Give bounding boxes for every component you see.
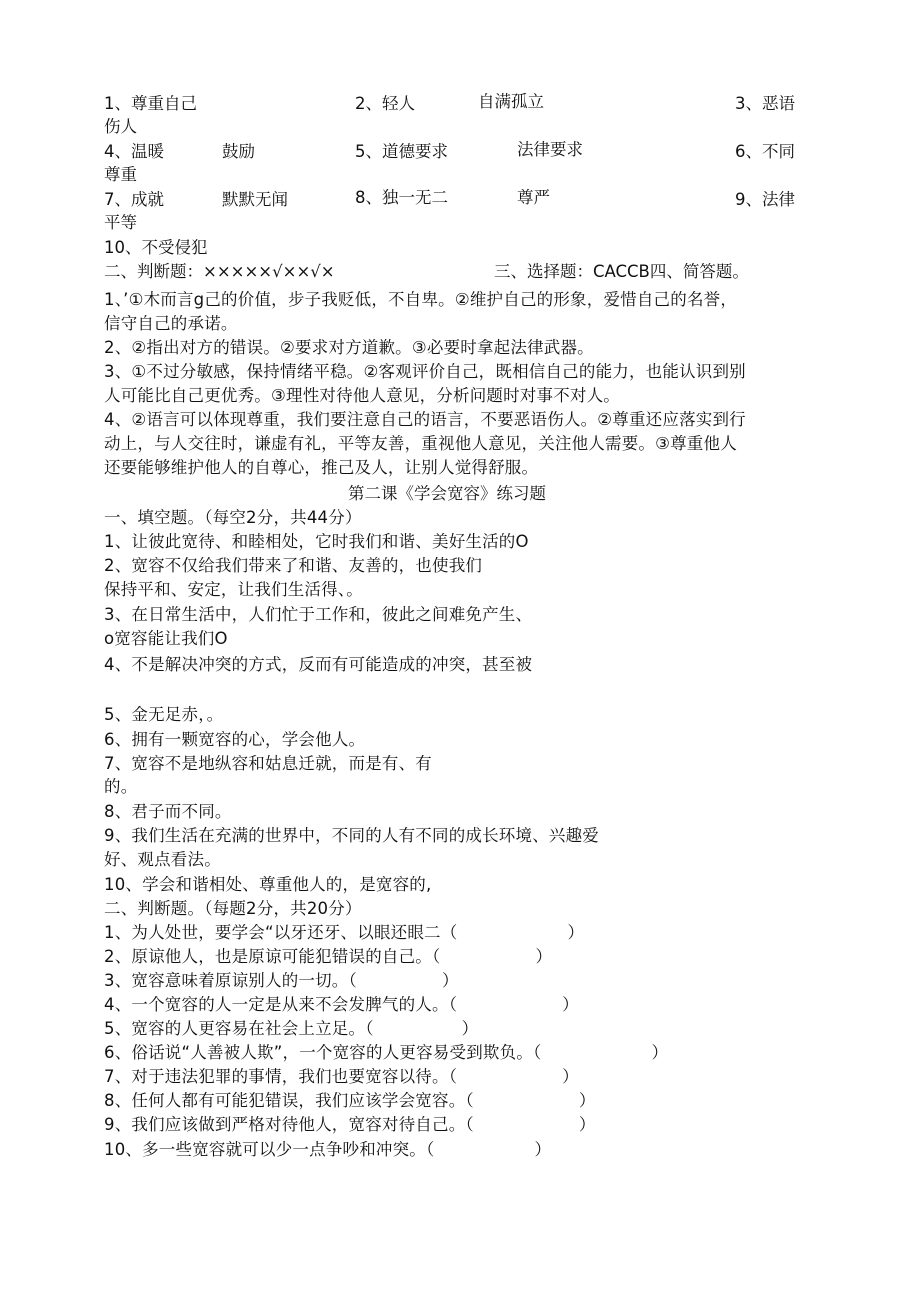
fill-question: 4、不是解决冲突的方式，反而有可能造成的冲突，甚至被 xyxy=(104,655,533,674)
answer-8: 8、独一无二 xyxy=(355,188,448,207)
answer-5: 5、道德要求 xyxy=(355,142,448,161)
answer-3b: 伤人 xyxy=(104,117,137,136)
fill-question: 2、宽容不仅给我们带来了和谐、友善的，也使我们 xyxy=(104,556,483,575)
short-answer-line: 1、’①木而言g己的价值，步子我贬低，不自卑。②维护自己的形象，爱惜自己的名誉， xyxy=(104,290,738,309)
answer-1: 1、尊重自己 xyxy=(104,94,197,113)
answer-4b: 鼓励 xyxy=(222,142,255,161)
lesson-title: 第二课《学会宽容》练习题 xyxy=(348,484,546,503)
fill-question: 6、拥有一颗宽容的心，学会他人。 xyxy=(104,730,366,749)
fill-question: 9、我们生活在充满的世界中，不同的人有不同的成长环境、兴趣爱 xyxy=(104,826,599,845)
judge-question: 9、我们应该做到严格对待他人，宽容对待自己。（ ） xyxy=(104,1115,596,1134)
answer-9: 9、法律 xyxy=(735,190,795,209)
fill-question: 3、在日常生活中，人们忙于工作和，彼此之间难免产生、 xyxy=(104,605,533,624)
short-answer-line: 2、②指出对方的错误。②要求对方道歉。③必要时拿起法律武器。 xyxy=(104,338,594,357)
answer-2: 2、轻人 xyxy=(355,94,415,113)
judge-question: 2、原谅他人，也是原谅可能犯错误的自己。（ ） xyxy=(104,947,553,966)
choice-answers: 三、选择题：CACCB四、简答题。 xyxy=(494,262,749,281)
judge-question: 7、对于违法犯罪的事情，我们也要宽容以待。（ ） xyxy=(104,1067,579,1086)
short-answer-line: 4、②语言可以体现尊重，我们要注意自己的语言，不要恶语伤人。②尊重还应落实到行 xyxy=(104,410,746,429)
answer-10: 10、不受侵犯 xyxy=(104,238,208,257)
answer-7: 7、成就 xyxy=(104,190,164,209)
answer-2b: 自满孤立 xyxy=(478,92,544,111)
judge-question: 6、俗话说“人善被人欺”，一个宽容的人更容易受到欺负。（ ） xyxy=(104,1043,669,1062)
answer-5b: 法律要求 xyxy=(517,140,583,159)
fill-question: 8、君子而不同。 xyxy=(104,802,232,821)
fill-question: 1、让彼此宽待、和睦相处，它时我们和谐、美好生活的O xyxy=(104,532,529,551)
judge-question: 3、宽容意味着原谅别人的一切。（ ） xyxy=(104,971,459,990)
fill-question: 的。 xyxy=(104,777,138,796)
short-answer-line: 动上，与人交往时，谦虚有礼，平等友善，重视他人意见，关注他人需要。③尊重他人 xyxy=(104,434,737,453)
answer-6b: 尊重 xyxy=(104,165,137,184)
short-answer-line: 人可能比自己更优秀。③理性对待他人意见，分析问题时对事不对人。 xyxy=(104,386,620,405)
fill-question: 好、观点看法。 xyxy=(104,850,221,869)
short-answer-line: 信守自己的承诺。 xyxy=(104,314,238,333)
fill-question: 7、宽容不是地纵容和姑息迁就，而是有、有 xyxy=(104,754,432,773)
judge-question: 4、一个宽容的人一定是从来不会发脾气的人。（ ） xyxy=(104,995,579,1014)
fill-question: 5、金无足赤，。 xyxy=(104,705,224,724)
judge-question: 10、多一些宽容就可以少一点争吵和冲突。（ ） xyxy=(104,1140,552,1159)
short-answer-line: 还要能够维护他人的自尊心，推己及人，让别人觉得舒服。 xyxy=(104,458,539,477)
short-answer-line: 3、①不过分敏感，保持情绪平稳。②客观评价自己，既相信自己的能力，也能认识到别 xyxy=(104,362,746,381)
judge-heading: 二、判断题。（每题2分，共20分） xyxy=(104,899,362,918)
judge-answers: 二、判断题：×××××√××√× xyxy=(104,262,335,281)
answer-6: 6、不同 xyxy=(735,142,795,161)
judge-question: 1、为人处世，要学会“以牙还牙、以眼还眼二（ ） xyxy=(104,923,585,942)
fill-question: 10、学会和谐相处、尊重他人的，是宽容的, xyxy=(104,875,432,894)
fill-question: o宽容能让我们O xyxy=(104,629,228,648)
fill-heading: 一、填空题。（每空2分，共44分） xyxy=(104,508,362,527)
answer-9b: 平等 xyxy=(104,213,137,232)
judge-question: 5、宽容的人更容易在社会上立足。（ ） xyxy=(104,1019,479,1038)
answer-7b: 默默无闻 xyxy=(222,190,288,209)
fill-question: 保持平和、安定，让我们生活得、。 xyxy=(104,580,363,599)
answer-3: 3、恶语 xyxy=(735,94,795,113)
answer-8b: 尊严 xyxy=(517,188,550,207)
judge-question: 8、任何人都有可能犯错误，我们应该学会宽容。（ ） xyxy=(104,1091,596,1110)
answer-4: 4、温暖 xyxy=(104,142,164,161)
